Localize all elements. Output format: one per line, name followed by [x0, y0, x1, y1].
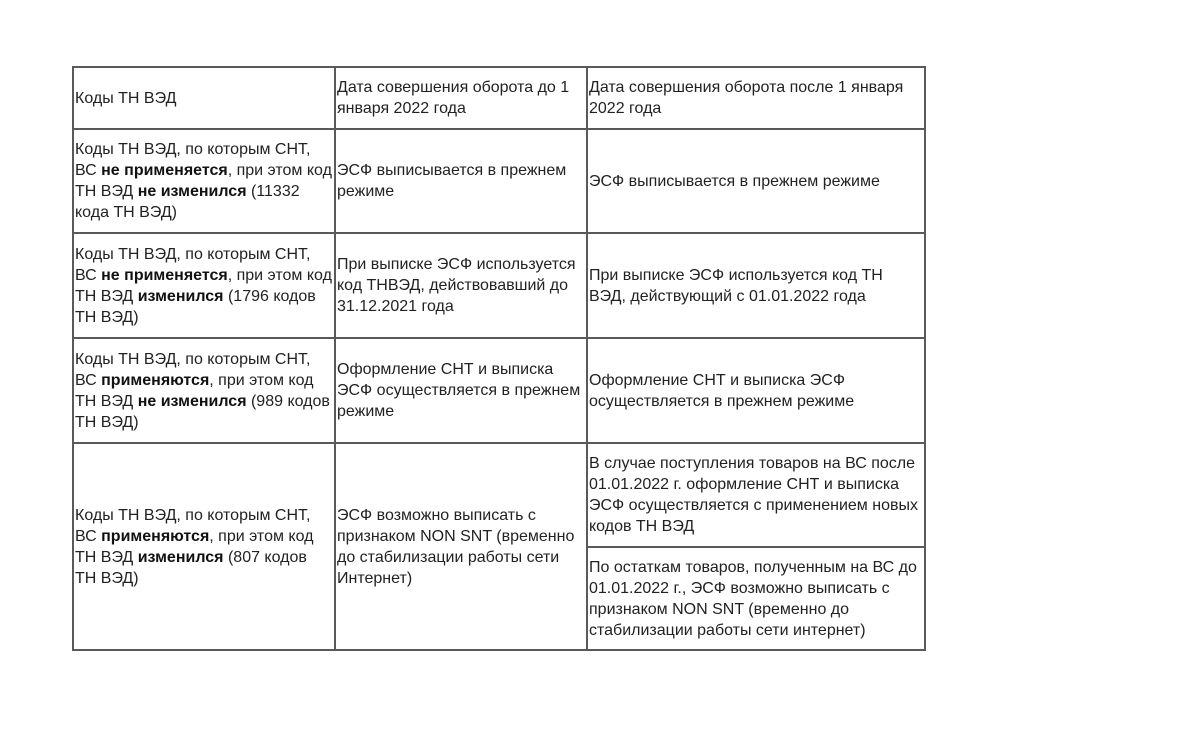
header-codes: Коды ТН ВЭД: [73, 67, 335, 129]
table-row: [73, 443, 925, 547]
codes-cell: Коды ТН ВЭД, по которым СНТ, ВС не применяется, при этом код ТН ВЭД не изменился (11332 кода ТН ВЭД): [73, 129, 335, 233]
after-cell: ЭСФ выписывается в прежнем режиме: [587, 129, 925, 233]
codes-cell: Коды ТН ВЭД, по которым СНТ, ВС применяются, при этом код ТН ВЭД не изменился (989 кодов ТН ВЭД): [73, 338, 335, 443]
header-before-2022: Дата совершения оборота до 1 января 2022 года: [335, 67, 587, 129]
before-cell: Оформление СНТ и выписка ЭСФ осуществляется в прежнем режиме: [335, 338, 587, 443]
after-cell-remaining-goods: По остаткам товаров, полученным на ВС до 01.01.2022 г., ЭСФ возможно выписать с признаком NON SNT (временно до стабилизации работы сети интернет): [587, 547, 925, 650]
after-cell: Оформление СНТ и выписка ЭСФ осуществляется в прежнем режиме: [587, 338, 925, 443]
before-cell: При выписке ЭСФ используется код ТНВЭД, действовавший до 31.12.2021 года: [335, 233, 587, 338]
codes-cell: Коды ТН ВЭД, по которым СНТ, ВС не применяется, при этом код ТН ВЭД изменился (1796 кодов ТН ВЭД): [73, 233, 335, 338]
table-header-row: [73, 67, 925, 129]
table-row: [73, 233, 925, 338]
codes-cell: Коды ТН ВЭД, по которым СНТ, ВС применяются, при этом код ТН ВЭД изменился (807 кодов ТН ВЭД): [73, 443, 335, 650]
before-cell: ЭСФ возможно выписать с признаком NON SNT (временно до стабилизации работы сети Интернет): [335, 443, 587, 650]
before-cell: ЭСФ выписывается в прежнем режиме: [335, 129, 587, 233]
tnved-codes-table: [72, 66, 926, 651]
after-cell-new-goods: В случае поступления товаров на ВС после 01.01.2022 г. оформление СНТ и выписка ЭСФ осуществляется с применением новых кодов ТН ВЭД: [587, 443, 925, 547]
table-row: [73, 129, 925, 233]
after-cell: При выписке ЭСФ используется код ТН ВЭД, действующий с 01.01.2022 года: [587, 233, 925, 338]
table-row: [73, 338, 925, 443]
header-after-2022: Дата совершения оборота после 1 января 2022 года: [587, 67, 925, 129]
